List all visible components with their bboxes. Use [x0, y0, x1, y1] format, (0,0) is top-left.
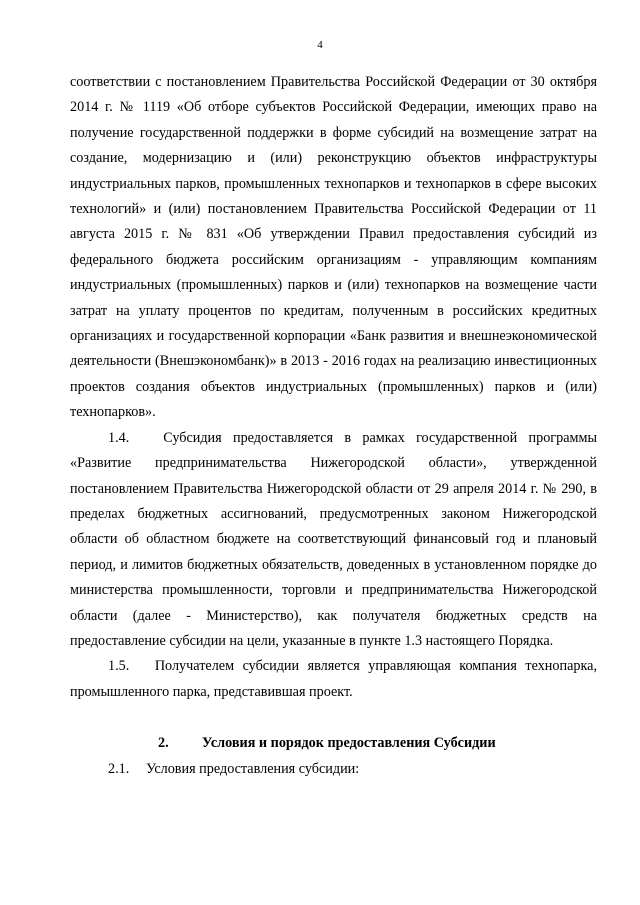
subitem-text: Условия предоставления субсидии:: [146, 760, 360, 777]
section-heading: [70, 731, 597, 756]
paragraph-1-4: 1.4. Субсидия предоставляется в рамках государственной программы «Развитие предпринимательства Нижегородской области», утвержденной постановлением Правительства Нижегородской области от 29 апреля 2014 г. № 290, в пределах бюджетных ассигнований, предусмотренных законом Нижегородской области об областном бюджете на соответствующий финансовый год и плановый период, и лимитов бюджетных обязательств, доведенных в установленном порядке до министерства промышленности, торговли и предпринимательства Нижегородской области (далее - Министерство), как получателя бюджетных средств на предоставление субсидии на цели, указанные в пункте 1.3 настоящего Порядка.: [70, 429, 597, 649]
subitem-2-1: [70, 757, 597, 782]
section-title: Условия и порядок предоставления Субсидии: [202, 735, 496, 752]
document-body: [70, 70, 597, 782]
paragraph-continuation: соответствии с постановлением Правительства Российской Федерации от 30 октября 2014 г. № 1119 «Об отборе субъектов Российской Федерации, имеющих право на получение государственной поддержки в форме субсидий на возмещение затрат на создание, модернизацию и (или) реконструкцию объектов инфраструктуры индустриальных парков, промышленных технопарков и технопарков в сфере высоких технологий» и (или) постановлением Правительства Российской Федерации от 11 августа 2015 г. № 831 «Об утверждении Правил предоставления субсидий из федерального бюджета российским организациям - управляющим компаниям индустриальных (промышленных) парков и (или) технопарков на возмещение части затрат на уплату процентов по кредитам, полученным в российских кредитных организациях и государственной корпорации «Банк развития и внешнеэкономической деятельности (Внешэкономбанк)» в 2013 - 2016 годах на реализацию инвестиционных проектов создания объектов индустриальных (промышленных) парков и (или) технопарков».: [70, 74, 597, 421]
section-number: 2.: [158, 735, 169, 752]
paragraph-1-5: 1.5. Получателем субсидии является управляющая компания технопарка, промышленного парка, представившая проект.: [70, 658, 597, 700]
subitem-number: 2.1.: [108, 760, 130, 777]
page-number: 4: [317, 39, 323, 51]
